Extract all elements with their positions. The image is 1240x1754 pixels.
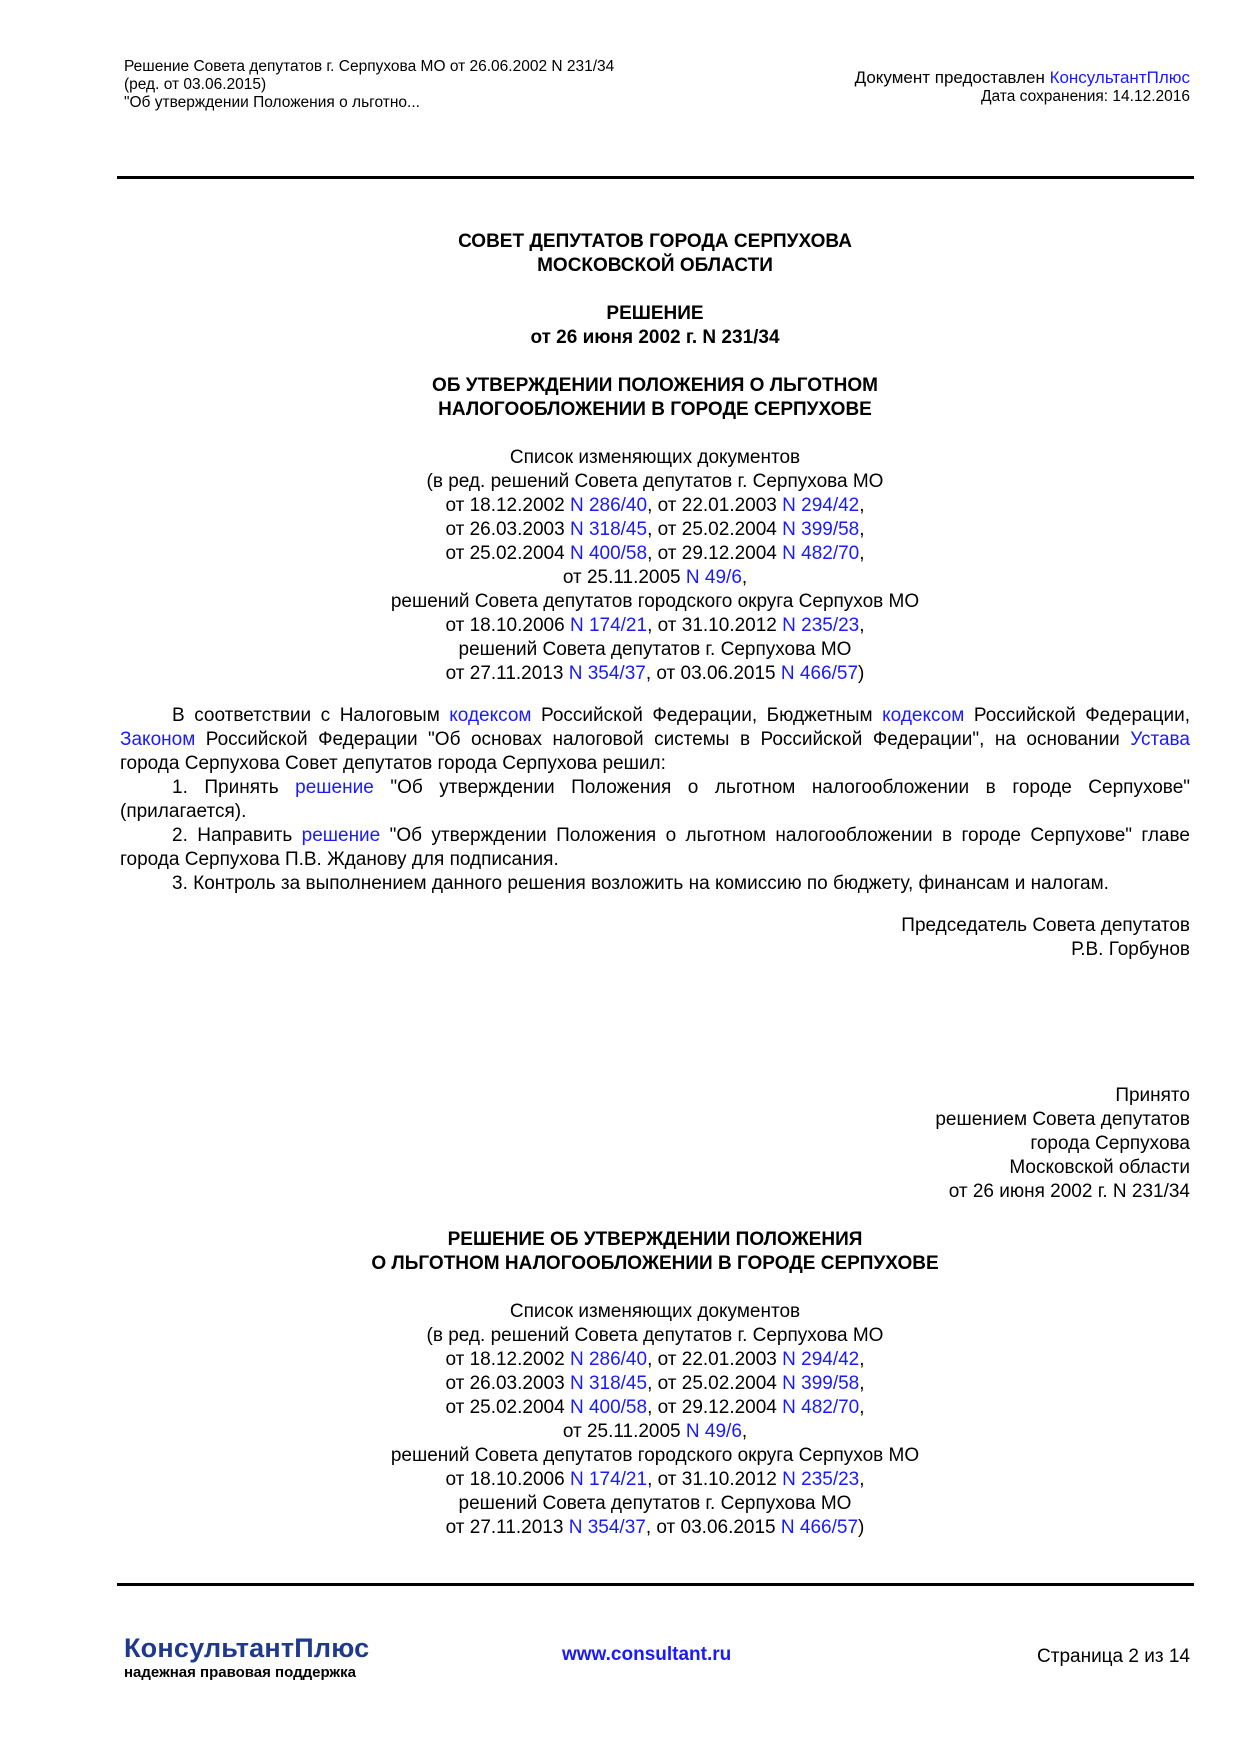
decision-text (120, 704, 1190, 896)
law-link[interactable]: Законом (120, 729, 196, 750)
amendment-link[interactable]: N 174/21 (569, 1469, 648, 1490)
amendment-link[interactable]: N 318/45 (569, 1373, 648, 1394)
amendment-link[interactable]: N 49/6 (685, 1421, 742, 1442)
amendment-link[interactable]: N 466/57 (780, 663, 859, 684)
budget-code-link[interactable]: кодексом (882, 705, 965, 726)
amendment-link[interactable]: N 235/23 (782, 615, 860, 636)
decision-subject: ОБ УТВЕРЖДЕНИИ ПОЛОЖЕНИЯ О ЛЬГОТНОМ НАЛОГООБЛОЖЕНИИ В ГОРОДЕ СЕРПУХОВЕ (432, 375, 878, 420)
page-header (124, 58, 1190, 118)
document-body (120, 230, 1190, 1540)
amendment-link[interactable]: N 286/40 (569, 1349, 648, 1370)
amendment-link[interactable]: N 174/21 (569, 615, 648, 636)
amendment-link[interactable]: N 294/42 (782, 495, 860, 516)
amendment-link[interactable]: N 400/58 (569, 543, 648, 564)
amendment-link[interactable]: N 318/45 (569, 519, 648, 540)
save-date: Дата сохранения: 14.12.2016 (981, 88, 1190, 105)
header-doc-title: Решение Совета депутатов г. Серпухова МО от 26.06.2002 N 231/34 (124, 58, 615, 75)
tax-code-link[interactable]: кодексом (449, 705, 532, 726)
amendment-link[interactable]: N 466/57 (780, 1517, 859, 1538)
amendment-link[interactable]: N 482/70 (782, 543, 860, 564)
provided-by: Документ предоставлен КонсультантПлюс (854, 68, 1190, 87)
brand-name: КонсультантПлюс (124, 1633, 370, 1663)
header-divider (117, 176, 1194, 179)
amendment-link[interactable]: N 235/23 (782, 1469, 860, 1490)
document-reference (124, 58, 614, 112)
decision-link[interactable]: решение (301, 825, 381, 846)
approval-note: Принято решением Совета депутатов города Серпухова Московской области от 26 июня 2002 г. N 231/34 (935, 1085, 1190, 1202)
header-doc-subject: "Об утверждении Положения о льготно... (124, 94, 420, 111)
amendment-link[interactable]: N 286/40 (569, 495, 648, 516)
clause-3: 3. Контроль за выполнением данного решения возложить на комиссию по бюджету, финансам и налогам. (172, 873, 1109, 894)
footer-divider (117, 1583, 1194, 1586)
amendment-link[interactable]: N 400/58 (569, 1397, 648, 1418)
clause-2: 2. Направить решение "Об утверждении Положения о льготном налогообложении в городе Серпухове" главе города Серпухова П.В. Жданову для подписания. (120, 825, 1190, 870)
amendments-list: Список изменяющих документов (в ред. решений Совета депутатов г. Серпухова МО от 18.12.2002 N 286/40, от 22.01.2003 N 294/42, от 26.03.2003 N 318/45, от 25.02.2004 N 399/58, от 25.02.2004 N 400/58, от 29.12.2004 N 482/70, от 25.11.2005 N 49/6, решений Совета депутатов городского округа Серпухов МО от 18.10.2006 N 174/21, от 31.10.2012 N 235/23, решений Совета депутатов г. Серпухова МО от 27.11.2013 N 354/37, от 03.06.2015 N 466/57) (390, 447, 920, 684)
consultant-link[interactable]: КонсультантПлюс (1049, 68, 1190, 87)
amendment-link[interactable]: N 294/42 (782, 1349, 860, 1370)
signature-block: Председатель Совета депутатов Р.В. Горбунов (901, 915, 1190, 960)
clause-1: 1. Принять решение "Об утверждении Положения о льготном налогообложении в городе Серпухове" (прилагается). (120, 777, 1190, 822)
issuer: СОВЕТ ДЕПУТАТОВ ГОРОДА СЕРПУХОВА МОСКОВСКОЙ ОБЛАСТИ (458, 231, 852, 276)
brand-tagline: надежная правовая поддержка (124, 1664, 356, 1681)
website-link[interactable]: www.consultant.ru (562, 1644, 732, 1665)
preamble-paragraph: В соответствии с Налоговым кодексом Российской Федерации, Бюджетным кодексом Российской Федерации, Законом Российской Федерации "Об основах налоговой системы в Российской Федерации", на основании Устава города Серпухова Совет депутатов города Серпухова решил: (120, 705, 1190, 774)
annex-title: РЕШЕНИЕ ОБ УТВЕРЖДЕНИИ ПОЛОЖЕНИЯ О ЛЬГОТНОМ НАЛОГООБЛОЖЕНИИ В ГОРОДЕ СЕРПУХОВЕ (371, 1229, 939, 1274)
page-number: Страница 2 из 14 (1037, 1646, 1190, 1667)
brand-logo (124, 1632, 369, 1682)
amendment-link[interactable]: N 354/37 (568, 1517, 646, 1538)
amendment-link[interactable]: N 399/58 (782, 519, 860, 540)
decision-link[interactable]: решение (295, 777, 374, 798)
amendment-link[interactable]: N 49/6 (685, 567, 742, 588)
amendment-link[interactable]: N 399/58 (782, 1373, 860, 1394)
amendment-link[interactable]: N 354/37 (568, 663, 646, 684)
page-footer (124, 1632, 1190, 1692)
annex-amendments-list: Список изменяющих документов (в ред. решений Совета депутатов г. Серпухова МО от 18.12.2002 N 286/40, от 22.01.2003 N 294/42, от 26.03.2003 N 318/45, от 25.02.2004 N 399/58, от 25.02.2004 N 400/58, от 29.12.2004 N 482/70, от 25.11.2005 N 49/6, решений Совета депутатов городского округа Серпухов МО от 18.10.2006 N 174/21, от 31.10.2012 N 235/23, решений Совета депутатов г. Серпухова МО от 27.11.2013 N 354/37, от 03.06.2015 N 466/57) (390, 1301, 920, 1538)
header-doc-edition: (ред. от 03.06.2015) (124, 76, 267, 93)
provider-info (855, 68, 1190, 106)
amendment-link[interactable]: N 482/70 (782, 1397, 860, 1418)
decision-heading: РЕШЕНИЕ от 26 июня 2002 г. N 231/34 (530, 303, 780, 348)
charter-link[interactable]: Устава (1130, 729, 1190, 750)
